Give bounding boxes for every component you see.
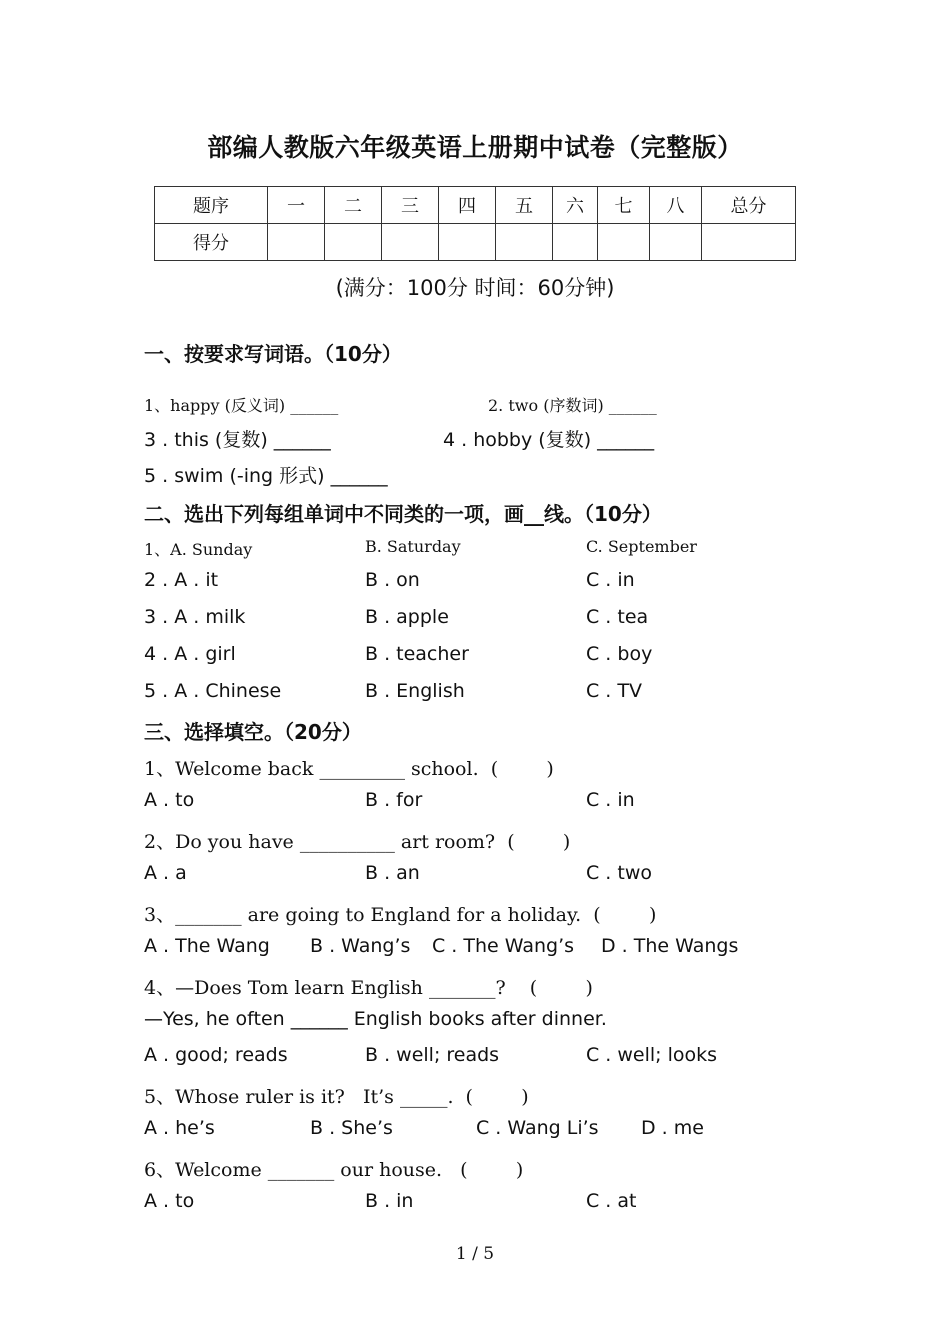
s3-q5-option-b: B . She’s bbox=[310, 1117, 393, 1139]
score-cell bbox=[439, 224, 496, 261]
s3-q4-option-c: C . well; looks bbox=[586, 1044, 718, 1066]
s3-q1-option-c: C . in bbox=[586, 789, 635, 811]
score-row-label: 得分 bbox=[155, 224, 268, 261]
s3-q2-option-a: A . a bbox=[144, 862, 187, 884]
score-cell bbox=[325, 224, 382, 261]
s3-q4-option-a: A . good; reads bbox=[144, 1044, 288, 1066]
header-cell: 七 bbox=[598, 187, 650, 224]
score-table-header-row bbox=[155, 187, 796, 224]
score-cell bbox=[382, 224, 439, 261]
s1-question-4: 4 . hobby (复数) ______ bbox=[443, 429, 655, 451]
s3-question-4-line-2: —Yes, he often ______ English books after dinner. bbox=[144, 1008, 607, 1030]
s2-row-2-c: C . in bbox=[586, 569, 635, 591]
s3-question-1: 1、Welcome back _________ school. ( ) bbox=[144, 758, 554, 780]
s3-q5-option-a: A . he’s bbox=[144, 1117, 215, 1139]
page-title: 部编人教版六年级英语上册期中试卷（完整版） bbox=[207, 133, 743, 162]
s3-q3-option-d: D . The Wangs bbox=[601, 935, 739, 957]
s3-question-2: 2、Do you have __________ art room? ( ) bbox=[144, 831, 571, 853]
s2-row-1-b: B. Saturday bbox=[365, 537, 461, 556]
s3-q4-option-b: B . well; reads bbox=[365, 1044, 500, 1066]
s3-question-6: 6、Welcome _______ our house. ( ) bbox=[144, 1159, 524, 1181]
header-cell: 五 bbox=[496, 187, 553, 224]
header-cell: 总分 bbox=[702, 187, 796, 224]
s3-q5-option-c: C . Wang Li’s bbox=[476, 1117, 599, 1139]
s3-q5-option-d: D . me bbox=[641, 1117, 704, 1139]
s3-q1-option-b: B . for bbox=[365, 789, 423, 811]
section-3-heading: 三、选择填空。（20分） bbox=[144, 720, 362, 744]
header-cell: 八 bbox=[650, 187, 702, 224]
s2-row-5-b: B . English bbox=[365, 680, 465, 702]
header-cell: 六 bbox=[553, 187, 598, 224]
header-cell: 三 bbox=[382, 187, 439, 224]
s2-row-2-b: B . on bbox=[365, 569, 420, 591]
s3-q6-option-c: C . at bbox=[586, 1190, 637, 1212]
s1-question-2: 2. two (序数词) ______ bbox=[488, 396, 657, 415]
s3-q1-option-a: A . to bbox=[144, 789, 195, 811]
s2-row-3-a: 3 . A . milk bbox=[144, 606, 246, 628]
s2-row-1-a: 1、A. Sunday bbox=[144, 540, 253, 559]
s2-row-4-c: C . boy bbox=[586, 643, 653, 665]
s2-row-2-a: 2 . A . it bbox=[144, 569, 219, 591]
s1-question-1: 1、happy (反义词) ______ bbox=[144, 396, 339, 415]
s3-q3-option-b: B . Wang’s bbox=[310, 935, 411, 957]
header-cell: 二 bbox=[325, 187, 382, 224]
header-cell: 一 bbox=[268, 187, 325, 224]
s2-row-4-b: B . teacher bbox=[365, 643, 469, 665]
header-cell: 四 bbox=[439, 187, 496, 224]
page-number: 1 / 5 bbox=[455, 1244, 495, 1264]
score-cell bbox=[496, 224, 553, 261]
header-cell: 题序 bbox=[155, 187, 268, 224]
score-cell bbox=[598, 224, 650, 261]
s3-question-5: 5、Whose ruler is it? It’s _____. ( ) bbox=[144, 1086, 529, 1108]
section-1-heading: 一、按要求写词语。（10分） bbox=[144, 342, 402, 366]
s3-q2-option-b: B . an bbox=[365, 862, 420, 884]
s3-question-4: 4、—Does Tom learn English _______? ( ) bbox=[144, 977, 593, 999]
score-table bbox=[154, 186, 796, 261]
score-cell bbox=[268, 224, 325, 261]
s3-q2-option-c: C . two bbox=[586, 862, 652, 884]
s2-row-5-a: 5 . A . Chinese bbox=[144, 680, 282, 702]
score-table-score-row bbox=[155, 224, 796, 261]
s3-q3-option-c: C . The Wang’s bbox=[432, 935, 575, 957]
s3-question-3: 3、_______ are going to England for a holiday. ( ) bbox=[144, 904, 657, 926]
s2-row-3-c: C . tea bbox=[586, 606, 649, 628]
section-2-heading: 二、选出下列每组单词中不同类的一项，画__线。（10分） bbox=[144, 502, 662, 526]
score-cell bbox=[553, 224, 598, 261]
s2-row-5-c: C . TV bbox=[586, 680, 642, 702]
s3-q3-option-a: A . The Wang bbox=[144, 935, 270, 957]
s3-q6-option-a: A . to bbox=[144, 1190, 195, 1212]
s1-question-5: 5 . swim (-ing 形式) ______ bbox=[144, 465, 388, 487]
s3-q6-option-b: B . in bbox=[365, 1190, 414, 1212]
score-cell bbox=[702, 224, 796, 261]
score-cell bbox=[650, 224, 702, 261]
s2-row-1-c: C. September bbox=[586, 537, 697, 556]
exam-info: (满分：100分 时间：60分钟) bbox=[335, 276, 615, 300]
s1-question-3: 3 . this (复数) ______ bbox=[144, 429, 331, 451]
s2-row-3-b: B . apple bbox=[365, 606, 449, 628]
s2-row-4-a: 4 . A . girl bbox=[144, 643, 236, 665]
